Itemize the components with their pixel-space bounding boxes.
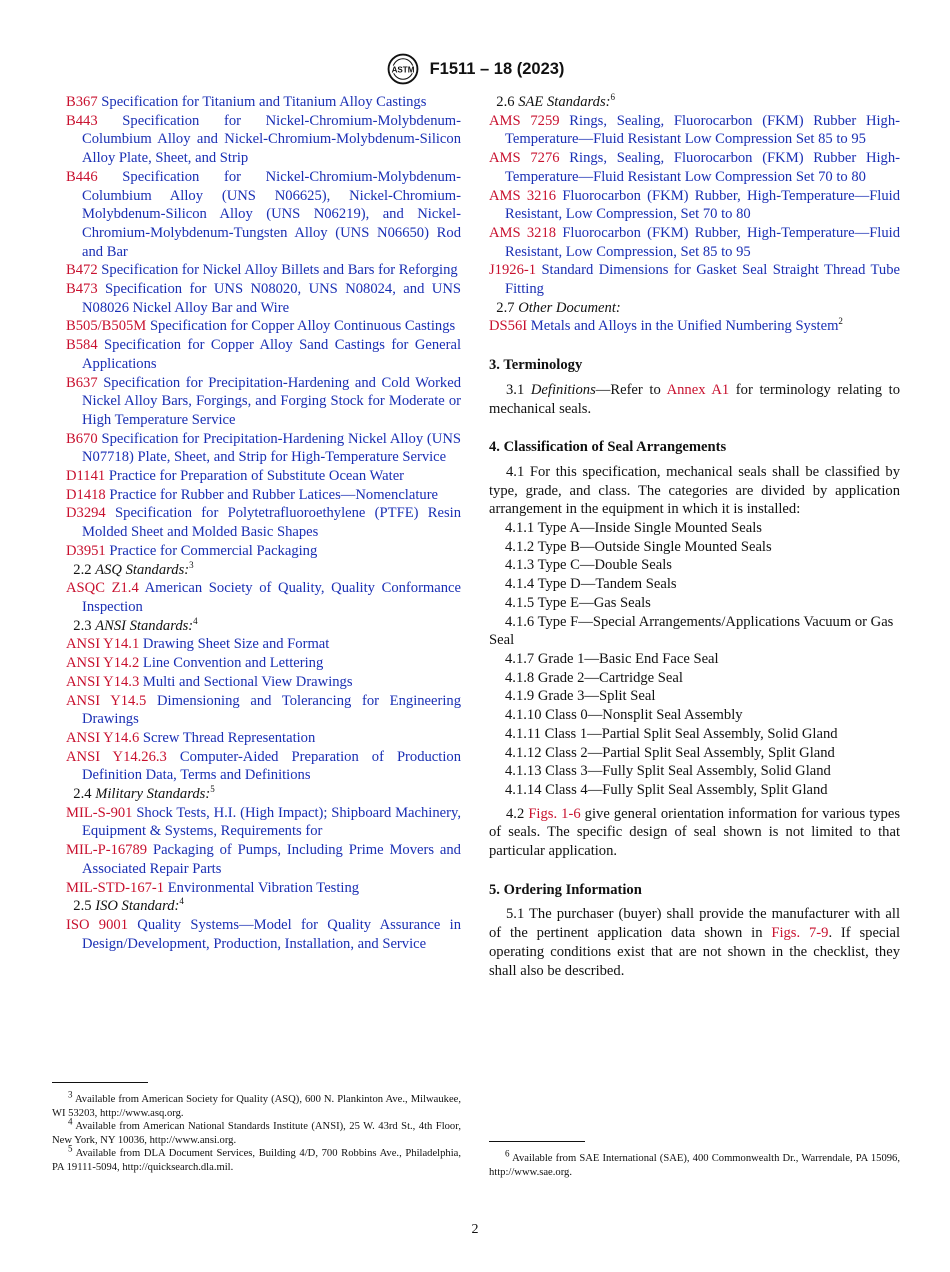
reference-code-link[interactable]: D1141 [66,468,106,485]
classification-item: 4.1.3 Type C—Double Seals [505,557,672,574]
reference-list-asq [66,579,461,616]
reference-entry [66,504,461,541]
reference-entry [66,93,461,112]
classification-item: 4.1.11 Class 1—Partial Split Seal Assembly, Solid Gland [505,725,838,742]
reference-entry [489,317,900,336]
reference-code-link[interactable]: D3951 [66,542,106,559]
classification-item: 4.1.12 Class 2—Partial Split Seal Assembly, Split Gland [505,744,835,761]
footnote-text: Available from SAE International (SAE), 400 Commonwealth Dr., Warrendale, PA 15096, http://www.sae.org. [489,1153,900,1178]
reference-title-link[interactable]: Specification for Copper Alloy Continuous Castings [149,318,456,335]
reference-code-link[interactable]: D1418 [66,486,106,503]
reference-entry [489,112,900,149]
footnote-number: 5 [68,1143,73,1154]
reference-code-link[interactable]: B473 [66,281,98,298]
reference-code-link[interactable]: ISO 9001 [66,916,128,933]
reference-title-link[interactable]: Rings, Sealing, Fluorocarbon (FKM) Rubber High-Temperature—Fluid Resistant Low Compression Set 70 to 80 [505,150,901,185]
reference-entry [66,280,461,317]
reference-entry [66,654,461,673]
reference-title-link[interactable]: Environmental Vibration Testing [167,879,360,896]
reference-title-link[interactable]: Fluorocarbon (FKM) Rubber, High-Temperature—Fluid Resistant, Low Compression, Set 70 to 80 [505,187,901,223]
heading-terminology: 3. Terminology [489,357,583,374]
reference-entry [66,317,461,336]
reference-title-link[interactable]: Practice for Preparation of Substitute Ocean Water [108,468,405,485]
section-2-2: 2.2 ASQ Standards:$^3$ [73,559,194,578]
reference-entry [66,467,461,486]
footnote [489,1148,900,1179]
footnotes-right [489,1148,900,1179]
reference-code-link[interactable]: B446 [66,168,98,185]
reference-code-link[interactable]: B472 [66,262,98,279]
reference-code-link[interactable]: ANSI Y14.26.3 [66,748,167,765]
reference-title-link[interactable]: Line Convention and Lettering [142,655,324,672]
reference-code-link[interactable]: ANSI Y14.2 [66,655,140,672]
reference-code-link[interactable]: B367 [66,94,98,110]
footnote-text: Available from American National Standards Institute (ANSI), 25 W. 43rd St., 4th Floor, New York, NY 10036, http://www.ansi.org. [52,1121,461,1146]
reference-list-other [489,317,900,336]
reference-title-link[interactable]: Computer-Aided Preparation of Production Definition Data, Terms and Definitions [82,748,461,784]
reference-entry [66,336,461,373]
reference-entry [489,261,900,298]
heading-classification: 4. Classification of Seal Arrangements [489,439,727,456]
reference-title-link[interactable]: Specification for Precipitation-Hardening Nickel Alloy (UNS N07718) Plate, Sheet, and Strip for High-Temperature Service [82,430,461,466]
reference-entry [66,261,461,280]
reference-entry [66,635,461,654]
reference-title-link[interactable]: Practice for Rubber and Rubber Latices—Nomenclature [109,486,439,503]
footnote-marker: 2 [838,316,843,327]
reference-code-link[interactable]: MIL-P-16789 [66,842,148,859]
section-2-7: 2.7 Other Document: [496,299,621,316]
reference-code-link[interactable]: B637 [66,374,98,391]
reference-entry [66,879,461,898]
reference-list-iso [66,916,461,953]
footnote [52,1089,461,1120]
paragraph-4-2: 4.2 Figs. 1-6 give general orientation information for various types of seals. The specific design of seal shown is not limited to that particular application. [489,805,901,860]
classification-list [489,519,900,800]
classification-item: 4.1.1 Type A—Inside Single Mounted Seals [505,520,762,537]
reference-entry [66,168,461,262]
reference-entry [66,374,461,430]
reference-code-link[interactable]: ANSI Y14.3 [66,673,140,690]
heading-ordering: 5. Ordering Information [489,881,642,898]
footnote-text: Available from DLA Document Services, Building 4/D, 700 Robbins Ave., Philadelphia, PA 19111-5094, http://quicksearch.dla.mil. [52,1148,461,1173]
reference-code-link[interactable]: MIL-S-901 [66,804,133,821]
reference-entry [66,841,461,878]
reference-title-link[interactable]: Specification for Titanium and Titanium Alloy Castings [101,94,427,110]
reference-code-link[interactable]: ANSI Y14.1 [66,636,140,653]
footnote-rule-right [489,1141,585,1142]
reference-code-link[interactable]: ASQC Z1.4 [66,580,139,597]
annex-a1-link[interactable]: Annex A1 [666,381,730,398]
reference-entry [66,804,461,841]
reference-entry [66,916,461,953]
footnote [52,1116,461,1147]
reference-code-link[interactable]: AMS 7276 [489,150,560,167]
document-designation: F1511 – 18 (2023) [429,59,565,78]
classification-item: 4.1.5 Type E—Gas Seals [505,594,651,611]
classification-item: 4.1.13 Class 3—Fully Split Seal Assembly, Solid Gland [505,763,831,780]
reference-title-link[interactable]: Specification for UNS N08020, UNS N08024, and UNS N08026 Nickel Alloy Bar and Wire [82,281,461,316]
figs-7-9-link[interactable]: Figs. 7-9 [771,925,829,942]
reference-list-sae [489,112,900,299]
reference-entry [66,579,461,616]
page-number: 2 [471,1222,479,1237]
classification-item: 4.1.14 Class 4—Fully Split Seal Assembly, Split Gland [505,781,828,798]
figs-1-6-link[interactable]: Figs. 1-6 [528,805,581,822]
reference-list-astm [66,93,461,561]
reference-entry [66,748,461,785]
reference-code-link[interactable]: D3294 [66,505,106,522]
classification-item: 4.1.6 Type F—Special Arrangements/Applications Vacuum or Gas Seal [489,613,894,649]
reference-title-link[interactable]: Multi and Sectional View Drawings [142,673,353,690]
footnote-text: Available from American Society for Quality (ASQ), 600 N. Plankinton Ave., Milwaukee, WI 53203, http://www.asq.org. [52,1094,461,1119]
footnotes-left [52,1089,461,1175]
classification-item: 4.1.2 Type B—Outside Single Mounted Seals [505,538,772,555]
footnote-number: 6 [505,1148,510,1159]
reference-entry [66,112,461,168]
paragraph-5-1: 5.1 The purchaser (buyer) shall provide the manufacturer with all of the pertinent application data shown in Figs. 7-9. If special operating conditions exist that are not shown in the checklist, they shall also be described. [489,906,901,979]
paragraph-4-1: 4.1 For this specification, mechanical seals shall be classified by type, grade, and class. The categories are divided by application arrangement in the equipment in which it is installed: [489,463,900,518]
paragraph-3-1: 3.1 Definitions—Refer to Annex A1 for terminology relating to mechanical seals. [489,381,900,417]
reference-title-link[interactable]: Specification for Nickel-Chromium-Molybdenum-Columbium Alloy and Nickel-Chromium-Molybdenum-Silicon Alloy Plate, Sheet, and Strip [82,112,461,167]
footnote [52,1143,461,1174]
footnote-rule-left [52,1082,148,1083]
reference-code-link[interactable]: B443 [66,112,98,129]
reference-list-military [66,804,461,898]
astm-logo-icon [386,52,420,86]
reference-title-link[interactable]: Fluorocarbon (FKM) Rubber, High-Temperature—Fluid Resistant, Low Compression, Set 85 to 95 [505,224,901,260]
reference-title-link[interactable]: Practice for Commercial Packaging [109,542,318,559]
reference-title-link[interactable]: Dimensioning and Tolerancing for Engineering Drawings [82,692,462,728]
classification-item: 4.1.10 Class 0—Nonsplit Seal Assembly [505,707,743,724]
section-2-4: 2.4 Military Standards:$^5$ [73,784,215,803]
reference-entry [66,729,461,748]
section-2-5: 2.5 ISO Standard:$^4$ [73,896,184,915]
footnote-number: 4 [68,1116,73,1127]
reference-entry [66,692,461,729]
reference-code-link[interactable]: MIL-STD-167-1 [66,879,165,896]
right-column [489,93,900,980]
reference-title-link[interactable]: Screw Thread Representation [142,729,316,746]
reference-title-link[interactable]: Specification for Copper Alloy Sand Castings for General Applications [82,337,462,372]
reference-title-link[interactable]: Standard Dimensions for Gasket Seal Straight Thread Tube Fitting [505,262,900,298]
svg-text:ASTM: ASTM [391,65,414,75]
reference-code-link[interactable]: B584 [66,337,98,354]
section-2-6: 2.6 SAE Standards:$^6$ [496,92,615,110]
reference-entry [489,224,900,261]
reference-title-link[interactable]: Specification for Nickel-Chromium-Molybdenum-Columbium Alloy (UNS N06625), Nickel-Chromium-Molybdenum-Silicon Alloy (UNS N06219), and Nickel-Chromium-Molybdenum-Tungsten Alloy (UNS N06650) Rod and Bar [82,168,461,260]
reference-code-link[interactable]: J1926-1 [489,262,537,279]
reference-title-link[interactable]: Specification for Precipitation-Hardening and Cold Worked Nickel Alloy Bars, Forgings, and Forging Stock for Moderate or High Temperature Service [82,374,461,428]
reference-entry [66,542,461,561]
reference-entry [66,673,461,692]
reference-entry [66,430,461,467]
reference-title-link[interactable]: Metals and Alloys in the Unified Numbering System [530,318,839,335]
reference-code-link[interactable]: AMS 7259 [489,112,560,129]
reference-title-link[interactable]: Specification for Nickel Alloy Billets and Bars for Reforging [101,262,458,279]
reference-code-link[interactable]: B670 [66,430,98,447]
reference-code-link[interactable]: B505/B505M [66,318,147,335]
reference-title-link[interactable]: Drawing Sheet Size and Format [142,636,330,653]
reference-title-link[interactable]: Quality Systems—Model for Quality Assurance in Design/Development, Production, Installation, and Service [82,916,461,952]
reference-title-link[interactable]: Packaging of Pumps, Including Prime Movers and Associated Repair Parts [82,842,461,877]
reference-title-link[interactable]: Specification for Polytetrafluoroethylene (PTFE) Resin Molded Sheet and Molded Basic Shapes [82,505,461,541]
classification-item: 4.1.7 Grade 1—Basic End Face Seal [505,650,719,667]
left-column [66,93,461,953]
reference-entry [489,187,900,224]
reference-code-link[interactable]: DS56I [489,318,528,335]
section-2-3: 2.3 ANSI Standards:$^4$ [73,615,198,634]
reference-code-link[interactable]: AMS 3218 [489,224,557,241]
reference-title-link[interactable]: Rings, Sealing, Fluorocarbon (FKM) Rubber High-Temperature—Fluid Resistant Low Compression Set 85 to 95 [505,112,901,148]
reference-code-link[interactable]: AMS 3216 [489,187,557,204]
reference-list-ansi [66,635,461,785]
reference-entry [66,486,461,505]
classification-item: 4.1.4 Type D—Tandem Seals [505,576,677,593]
footnote-number: 3 [68,1089,73,1100]
page-header [0,52,950,86]
reference-code-link[interactable]: ANSI Y14.5 [66,692,147,709]
classification-item: 4.1.8 Grade 2—Cartridge Seal [505,669,683,686]
classification-item: 4.1.9 Grade 3—Split Seal [505,688,656,705]
reference-title-link[interactable]: American Society of Quality, Quality Conformance Inspection [82,580,462,615]
reference-code-link[interactable]: ANSI Y14.6 [66,729,140,746]
reference-entry [489,149,900,186]
reference-title-link[interactable]: Shock Tests, H.I. (High Impact); Shipboard Machinery, Equipment & Systems, Requirements for [82,804,461,840]
